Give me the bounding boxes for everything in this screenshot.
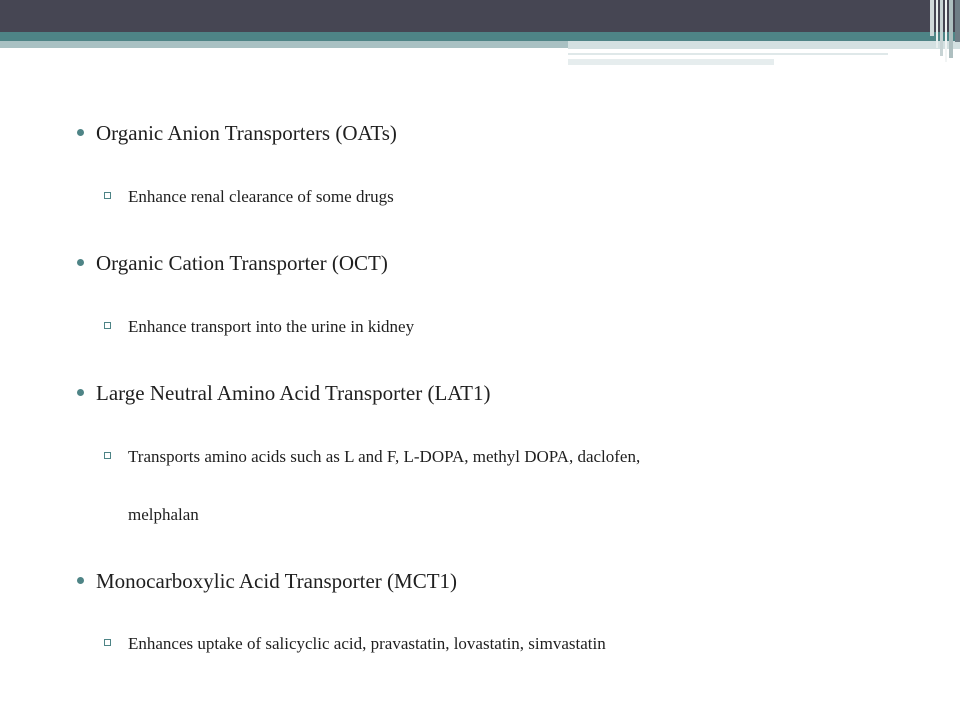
bullet-mct1 <box>96 569 457 594</box>
bullet-dot-icon <box>77 389 84 396</box>
bullet-oct <box>96 251 388 276</box>
sub-bullet-text: melphalan <box>128 505 199 524</box>
sub-bullet-text: Enhance transport into the urine in kidney <box>128 317 415 336</box>
sub-bullet-text: Transports amino acids such as L and F, L-DOPA, methyl DOPA, daclofen, <box>128 447 641 466</box>
sub-bullet-mct1 <box>128 634 606 654</box>
bullet-dot-icon <box>77 577 84 584</box>
sub-bullet-text: Enhance renal clearance of some drugs <box>128 187 394 206</box>
sub-bullet-square-icon <box>104 192 111 199</box>
bullet-dot-icon <box>77 259 84 266</box>
sub-bullet-oats <box>128 187 394 207</box>
bullet-text: Organic Cation Transporter (OCT) <box>96 251 388 275</box>
bullet-oats <box>96 121 397 146</box>
bullet-lat1 <box>96 381 490 406</box>
sub-bullet-lat1 <box>128 447 640 467</box>
bullet-text: Monocarboxylic Acid Transporter (MCT1) <box>96 569 458 593</box>
sub-bullet-oct <box>128 317 414 337</box>
sub-bullet-square-icon <box>104 322 111 329</box>
bullet-text: Large Neutral Amino Acid Transporter (LAT1) <box>96 381 491 405</box>
sub-bullet-square-icon <box>104 452 111 459</box>
sub-bullet-text: Enhances uptake of salicyclic acid, pravastatin, lovastatin, simvastatin <box>128 634 606 653</box>
bullet-dot-icon <box>77 129 84 136</box>
sub-bullet-square-icon <box>104 639 111 646</box>
sub-bullet-lat1-continuation <box>128 505 199 525</box>
bullet-text: Organic Anion Transporters (OATs) <box>96 121 397 145</box>
